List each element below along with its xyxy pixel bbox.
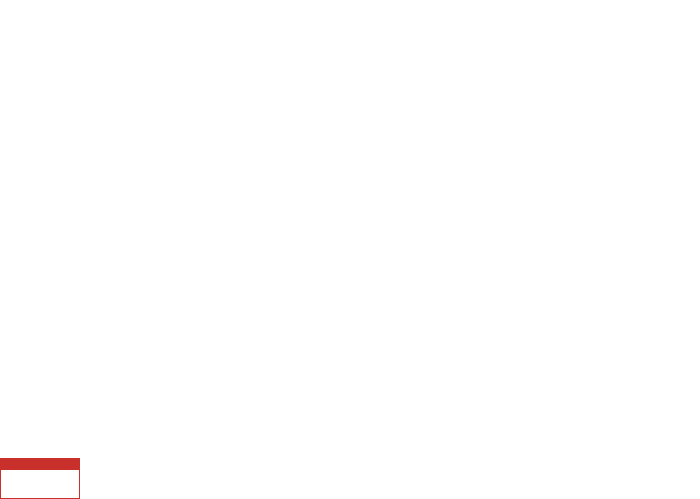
logo-banner	[1, 459, 79, 470]
nostromo-logo	[0, 458, 80, 499]
